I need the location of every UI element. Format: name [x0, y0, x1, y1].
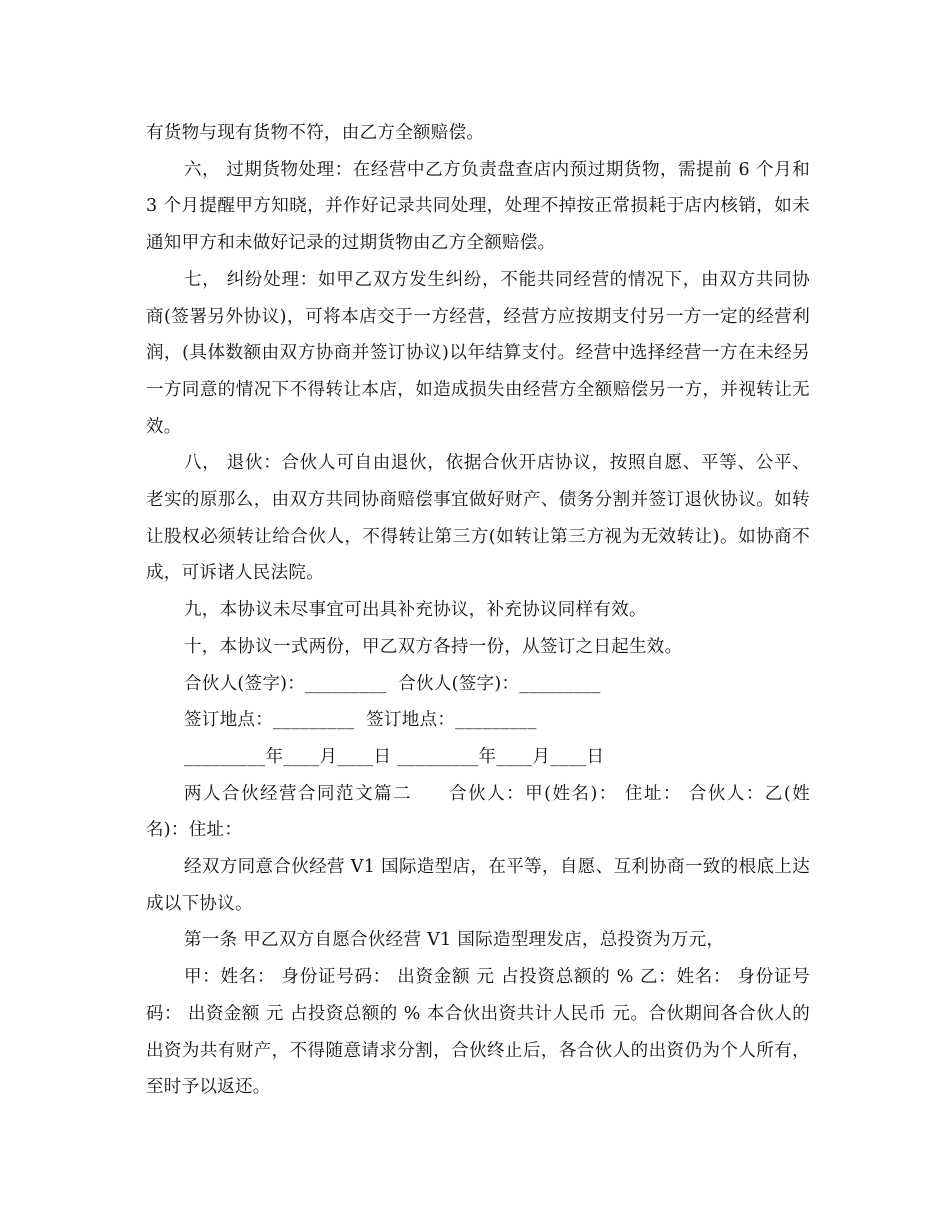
- contract-two-article-one: 第一条 甲乙双方自愿合伙经营 V1 国际造型理发店，总投资为万元，: [184, 930, 725, 951]
- clause-six-expired-goods: 六， 过期货物处理：在经营中乙方负责盘查店内预过期货物，需提前 6 个月和 3 个月提醒甲方知晓，并作好记录共同处理，处理不掉按正常损耗于店内核销，如未通知甲方和未做好记录的过期货物由乙方全额赔偿。: [146, 159, 810, 254]
- contract-two-capital: 甲：姓名： 身份证号码： 出资金额 元 占投资总额的 % 乙：姓名： 身份证号码： 出资金额 元 占投资总额的 % 本合伙出资共计人民币 元。合伙期间各合伙人的出资为共有财产，不得随意请求分割，合伙终止后，各合伙人的出资仍为个人所有，至时予以返还。: [146, 967, 810, 1098]
- clause-seven-disputes: 七， 纠纷处理：如甲乙双方发生纠纷，不能共同经营的情况下，由双方共同协商(签署另外协议)，可将本店交于一方经营，经营方应按期支付另一方一定的经营利润，(具体数额由双方协商并签订协议)以年结算支付。经营中选择经营一方在未经另一方同意的情况下不得转让本店，如造成损失由经营方全额赔偿另一方，并视转让无效。: [146, 269, 810, 437]
- clause-nine-supplement: 九，本协议未尽事宜可出具补充协议，补充协议同样有效。: [184, 600, 647, 621]
- clause-ten-copies: 十，本协议一式两份，甲乙双方各持一份，从签订之日起生效。: [184, 636, 683, 657]
- contract-two-parties: 合伙人：甲(姓名)： 住址： 合伙人：乙(姓名)：住址：: [146, 783, 810, 841]
- contract-two-title: 两人合伙经营合同范文篇二: [184, 783, 412, 804]
- document-body: [146, 115, 810, 1106]
- signature-line: 合伙人(签字)：_________ 合伙人(签字)：_________: [184, 673, 601, 694]
- signing-place-line: 签订地点：_________ 签订地点：_________: [184, 710, 537, 731]
- contract-two-preamble: 经双方同意合伙经营 V1 国际造型店，在平等，自愿、互利协商一致的根底上达成以下协议。: [146, 857, 810, 914]
- paragraph-continuation: 有货物与现有货物不符，由乙方全额赔偿。: [146, 123, 485, 143]
- contract-two-header: [146, 776, 810, 849]
- clause-eight-withdrawal: 八， 退伙：合伙人可自由退伙，依据合伙开店协议，按照自愿、平等、公平、老实的原那么，由双方共同协商赔偿事宜做好财产、债务分割并签订退伙协议。如转让股权必须转让给合伙人，不得转让第三方(如转让第三方视为无效转让)。如协商不成，可诉诸人民法院。: [146, 453, 810, 584]
- signing-date-line: _________年____月____日 _________年____月____日: [184, 746, 605, 767]
